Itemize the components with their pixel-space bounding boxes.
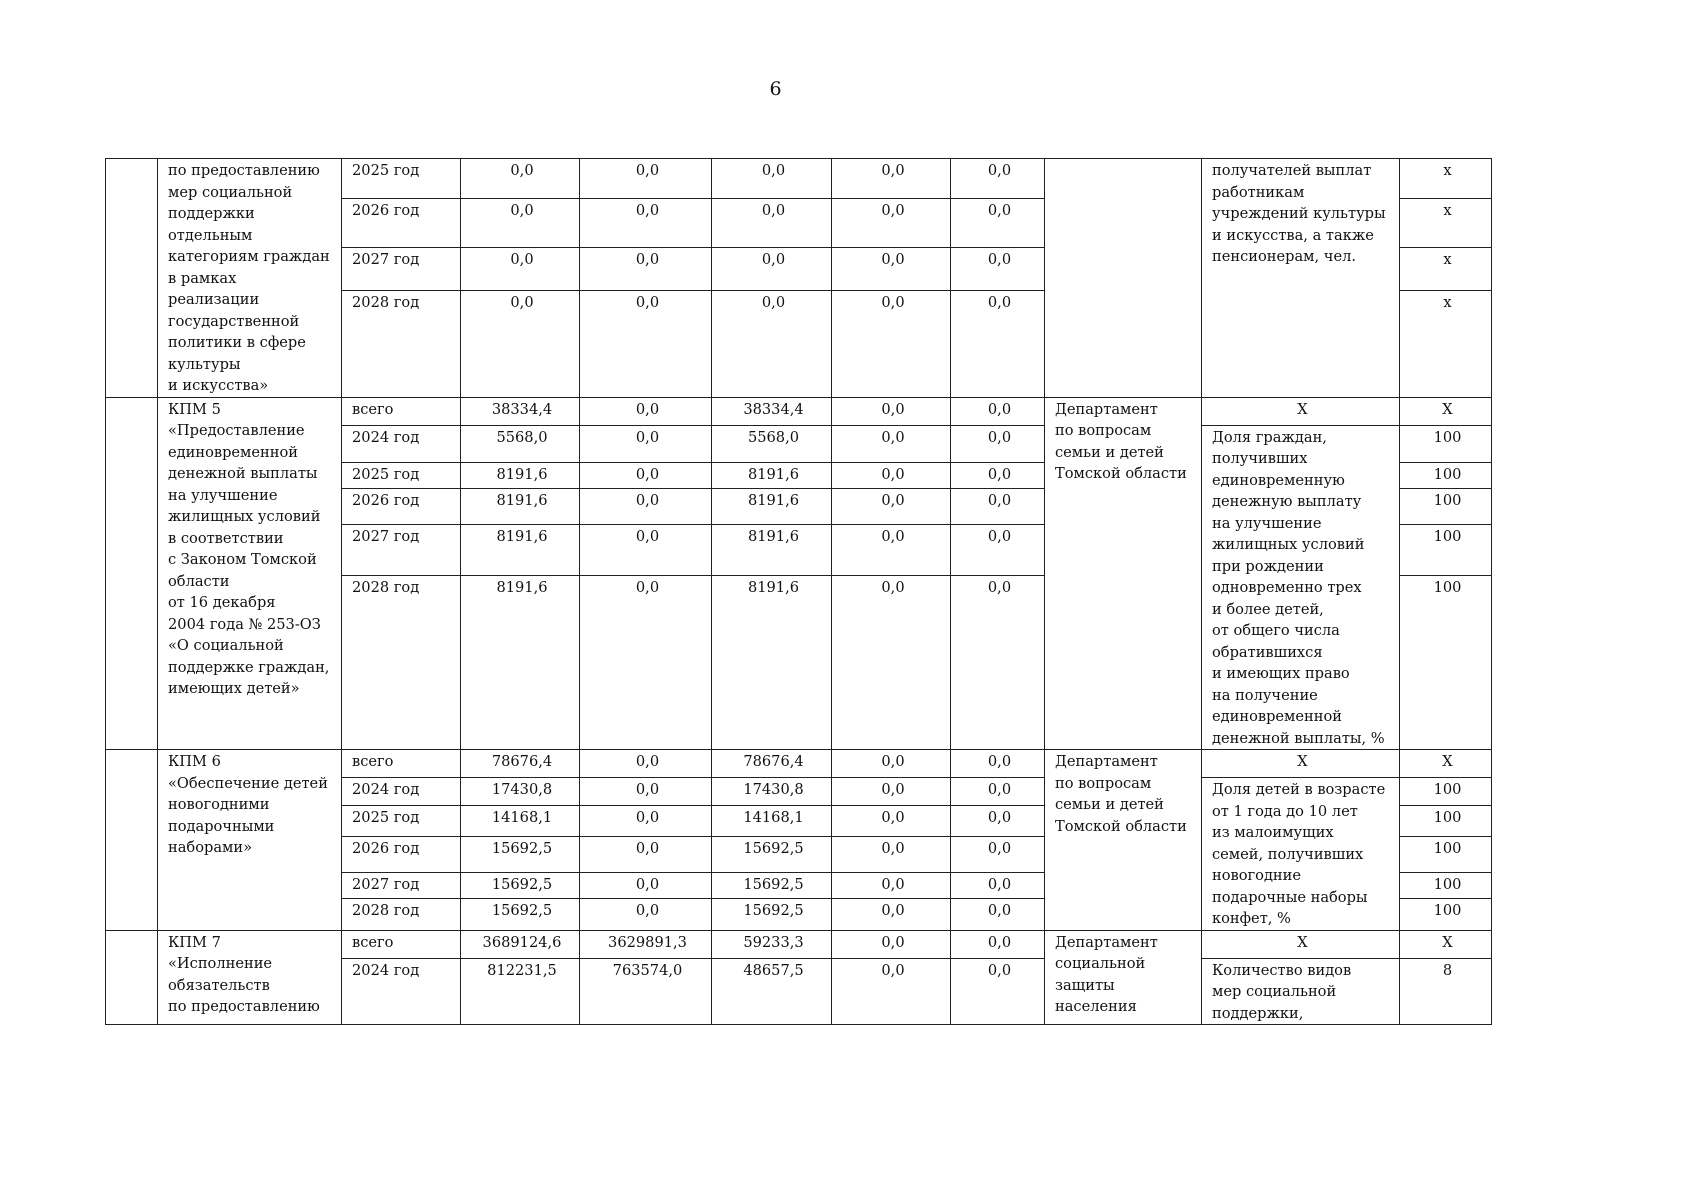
target-header-cell: Х [1400,930,1492,958]
value-other-cell: 0,0 [951,930,1045,958]
value-total-cell: 14168,1 [461,806,580,836]
value-federal-cell: 0,0 [580,899,712,930]
value-total-cell: 8191,6 [461,488,580,524]
value-regional-cell: 0,0 [712,247,832,290]
value-total-cell: 38334,4 [461,397,580,425]
number-cell [106,750,158,931]
period-cell: всего [342,930,461,958]
value-regional-cell: 8191,6 [712,462,832,488]
period-cell: 2024 год [342,778,461,806]
value-local-cell: 0,0 [832,575,951,749]
value-other-cell: 0,0 [951,525,1045,575]
value-federal-cell: 3629891,3 [580,930,712,958]
period-cell: 2026 год [342,488,461,524]
indicator-cell: Доля детей в возрасте от 1 года до 10 лет из малоимущих семей, получивших новогодние подарочные наборы конфет, % [1202,778,1400,931]
department-cell: Департамент по вопросам семьи и детей Томской области [1045,397,1202,750]
value-other-cell: 0,0 [951,750,1045,778]
value-regional-cell: 15692,5 [712,899,832,930]
target-cell: 100 [1400,462,1492,488]
value-regional-cell: 8191,6 [712,525,832,575]
number-cell [106,397,158,750]
target-cell: 100 [1400,425,1492,462]
value-regional-cell: 14168,1 [712,806,832,836]
period-cell: 2027 год [342,525,461,575]
value-other-cell: 0,0 [951,462,1045,488]
value-federal-cell: 0,0 [580,575,712,749]
number-cell [106,159,158,398]
value-total-cell: 812231,5 [461,958,580,1025]
value-other-cell: 0,0 [951,488,1045,524]
value-regional-cell: 5568,0 [712,425,832,462]
value-local-cell: 0,0 [832,899,951,930]
value-total-cell: 15692,5 [461,899,580,930]
measure-name-cell: КПМ 7 «Исполнение обязательств по предоставлению [158,930,342,1025]
indicator-header-cell: Х [1202,397,1400,425]
value-total-cell: 8191,6 [461,575,580,749]
period-cell: 2025 год [342,159,461,199]
value-other-cell: 0,0 [951,290,1045,397]
value-local-cell: 0,0 [832,247,951,290]
table-row [106,397,1492,425]
value-local-cell: 0,0 [832,425,951,462]
value-regional-cell: 15692,5 [712,836,832,872]
value-other-cell: 0,0 [951,872,1045,898]
indicator-cell: Количество видов мер социальной поддержки, [1202,958,1400,1025]
value-other-cell: 0,0 [951,899,1045,930]
value-local-cell: 0,0 [832,159,951,199]
period-cell: 2024 год [342,425,461,462]
indicator-cell: получателей выплат работникам учреждений культуры и искусства, а также пенсионерам, чел. [1202,159,1400,398]
indicator-cell: Доля граждан, получивших единовременную денежную выплату на улучшение жилищных условий при рождении одновременно трех и более детей, от общего числа обратившихся и имеющих право на получение единовременной денежной выплаты, % [1202,425,1400,750]
value-total-cell: 8191,6 [461,462,580,488]
value-other-cell: 0,0 [951,836,1045,872]
value-federal-cell: 0,0 [580,290,712,397]
value-other-cell: 0,0 [951,958,1045,1025]
measure-name-cell: по предоставлению мер социальной поддержки отдельным категориям граждан в рамках реализации государственной политики в сфере культуры и искусства» [158,159,342,398]
value-federal-cell: 0,0 [580,425,712,462]
table-row [106,750,1492,778]
value-other-cell: 0,0 [951,247,1045,290]
target-cell: 100 [1400,525,1492,575]
measure-name-cell: КПМ 6 «Обеспечение детей новогодними подарочными наборами» [158,750,342,931]
period-cell: 2028 год [342,575,461,749]
value-other-cell: 0,0 [951,425,1045,462]
period-cell: всего [342,750,461,778]
value-local-cell: 0,0 [832,958,951,1025]
value-federal-cell: 0,0 [580,778,712,806]
value-federal-cell: 0,0 [580,488,712,524]
value-regional-cell: 78676,4 [712,750,832,778]
indicator-header-cell: Х [1202,750,1400,778]
value-federal-cell: 0,0 [580,806,712,836]
value-regional-cell: 0,0 [712,290,832,397]
value-total-cell: 0,0 [461,199,580,247]
value-local-cell: 0,0 [832,806,951,836]
value-total-cell: 78676,4 [461,750,580,778]
value-total-cell: 0,0 [461,290,580,397]
value-other-cell: 0,0 [951,575,1045,749]
period-cell: 2027 год [342,247,461,290]
value-regional-cell: 15692,5 [712,872,832,898]
period-cell: 2024 год [342,958,461,1025]
value-regional-cell: 8191,6 [712,575,832,749]
value-total-cell: 8191,6 [461,525,580,575]
indicator-header-cell: Х [1202,930,1400,958]
value-total-cell: 3689124,6 [461,930,580,958]
value-regional-cell: 17430,8 [712,778,832,806]
value-federal-cell: 763574,0 [580,958,712,1025]
value-local-cell: 0,0 [832,750,951,778]
value-local-cell: 0,0 [832,462,951,488]
value-regional-cell: 0,0 [712,199,832,247]
target-cell: х [1400,199,1492,247]
value-other-cell: 0,0 [951,397,1045,425]
value-total-cell: 0,0 [461,247,580,290]
target-cell: 100 [1400,575,1492,749]
value-regional-cell: 0,0 [712,159,832,199]
target-cell: 100 [1400,872,1492,898]
target-header-cell: Х [1400,397,1492,425]
value-local-cell: 0,0 [832,290,951,397]
number-cell [106,930,158,1025]
value-federal-cell: 0,0 [580,247,712,290]
value-federal-cell: 0,0 [580,159,712,199]
value-regional-cell: 59233,3 [712,930,832,958]
value-regional-cell: 48657,5 [712,958,832,1025]
value-other-cell: 0,0 [951,806,1045,836]
value-total-cell: 17430,8 [461,778,580,806]
period-cell: 2025 год [342,462,461,488]
period-cell: 2026 год [342,836,461,872]
value-total-cell: 5568,0 [461,425,580,462]
value-local-cell: 0,0 [832,836,951,872]
value-local-cell: 0,0 [832,525,951,575]
value-regional-cell: 8191,6 [712,488,832,524]
value-regional-cell: 38334,4 [712,397,832,425]
period-cell: 2028 год [342,290,461,397]
value-other-cell: 0,0 [951,159,1045,199]
value-federal-cell: 0,0 [580,750,712,778]
department-cell [1045,159,1202,398]
value-total-cell: 15692,5 [461,836,580,872]
value-local-cell: 0,0 [832,778,951,806]
value-other-cell: 0,0 [951,199,1045,247]
value-federal-cell: 0,0 [580,462,712,488]
table-row [106,930,1492,958]
measure-name-cell: КПМ 5 «Предоставление единовременной денежной выплаты на улучшение жилищных условий в соответствии с Законом Томской области от 16 декабря 2004 года № 253-ОЗ «О социальной поддержке граждан, имеющих детей» [158,397,342,750]
value-local-cell: 0,0 [832,397,951,425]
program-table [105,158,1492,1025]
value-federal-cell: 0,0 [580,397,712,425]
target-cell: 8 [1400,958,1492,1025]
period-cell: 2025 год [342,806,461,836]
target-cell: х [1400,290,1492,397]
page-number: 6 [769,78,782,100]
target-cell: 100 [1400,778,1492,806]
target-cell: 100 [1400,899,1492,930]
value-federal-cell: 0,0 [580,199,712,247]
target-cell: 100 [1400,806,1492,836]
department-cell: Департамент социальной защиты населения [1045,930,1202,1025]
period-cell: 2028 год [342,899,461,930]
target-header-cell: Х [1400,750,1492,778]
period-cell: 2027 год [342,872,461,898]
value-total-cell: 15692,5 [461,872,580,898]
table-row [106,159,1492,199]
department-cell: Департамент по вопросам семьи и детей Томской области [1045,750,1202,931]
period-cell: всего [342,397,461,425]
value-other-cell: 0,0 [951,778,1045,806]
value-local-cell: 0,0 [832,872,951,898]
value-local-cell: 0,0 [832,199,951,247]
value-total-cell: 0,0 [461,159,580,199]
value-federal-cell: 0,0 [580,836,712,872]
value-federal-cell: 0,0 [580,872,712,898]
value-local-cell: 0,0 [832,930,951,958]
target-cell: х [1400,247,1492,290]
target-cell: 100 [1400,488,1492,524]
value-local-cell: 0,0 [832,488,951,524]
target-cell: 100 [1400,836,1492,872]
value-federal-cell: 0,0 [580,525,712,575]
period-cell: 2026 год [342,199,461,247]
target-cell: х [1400,159,1492,199]
